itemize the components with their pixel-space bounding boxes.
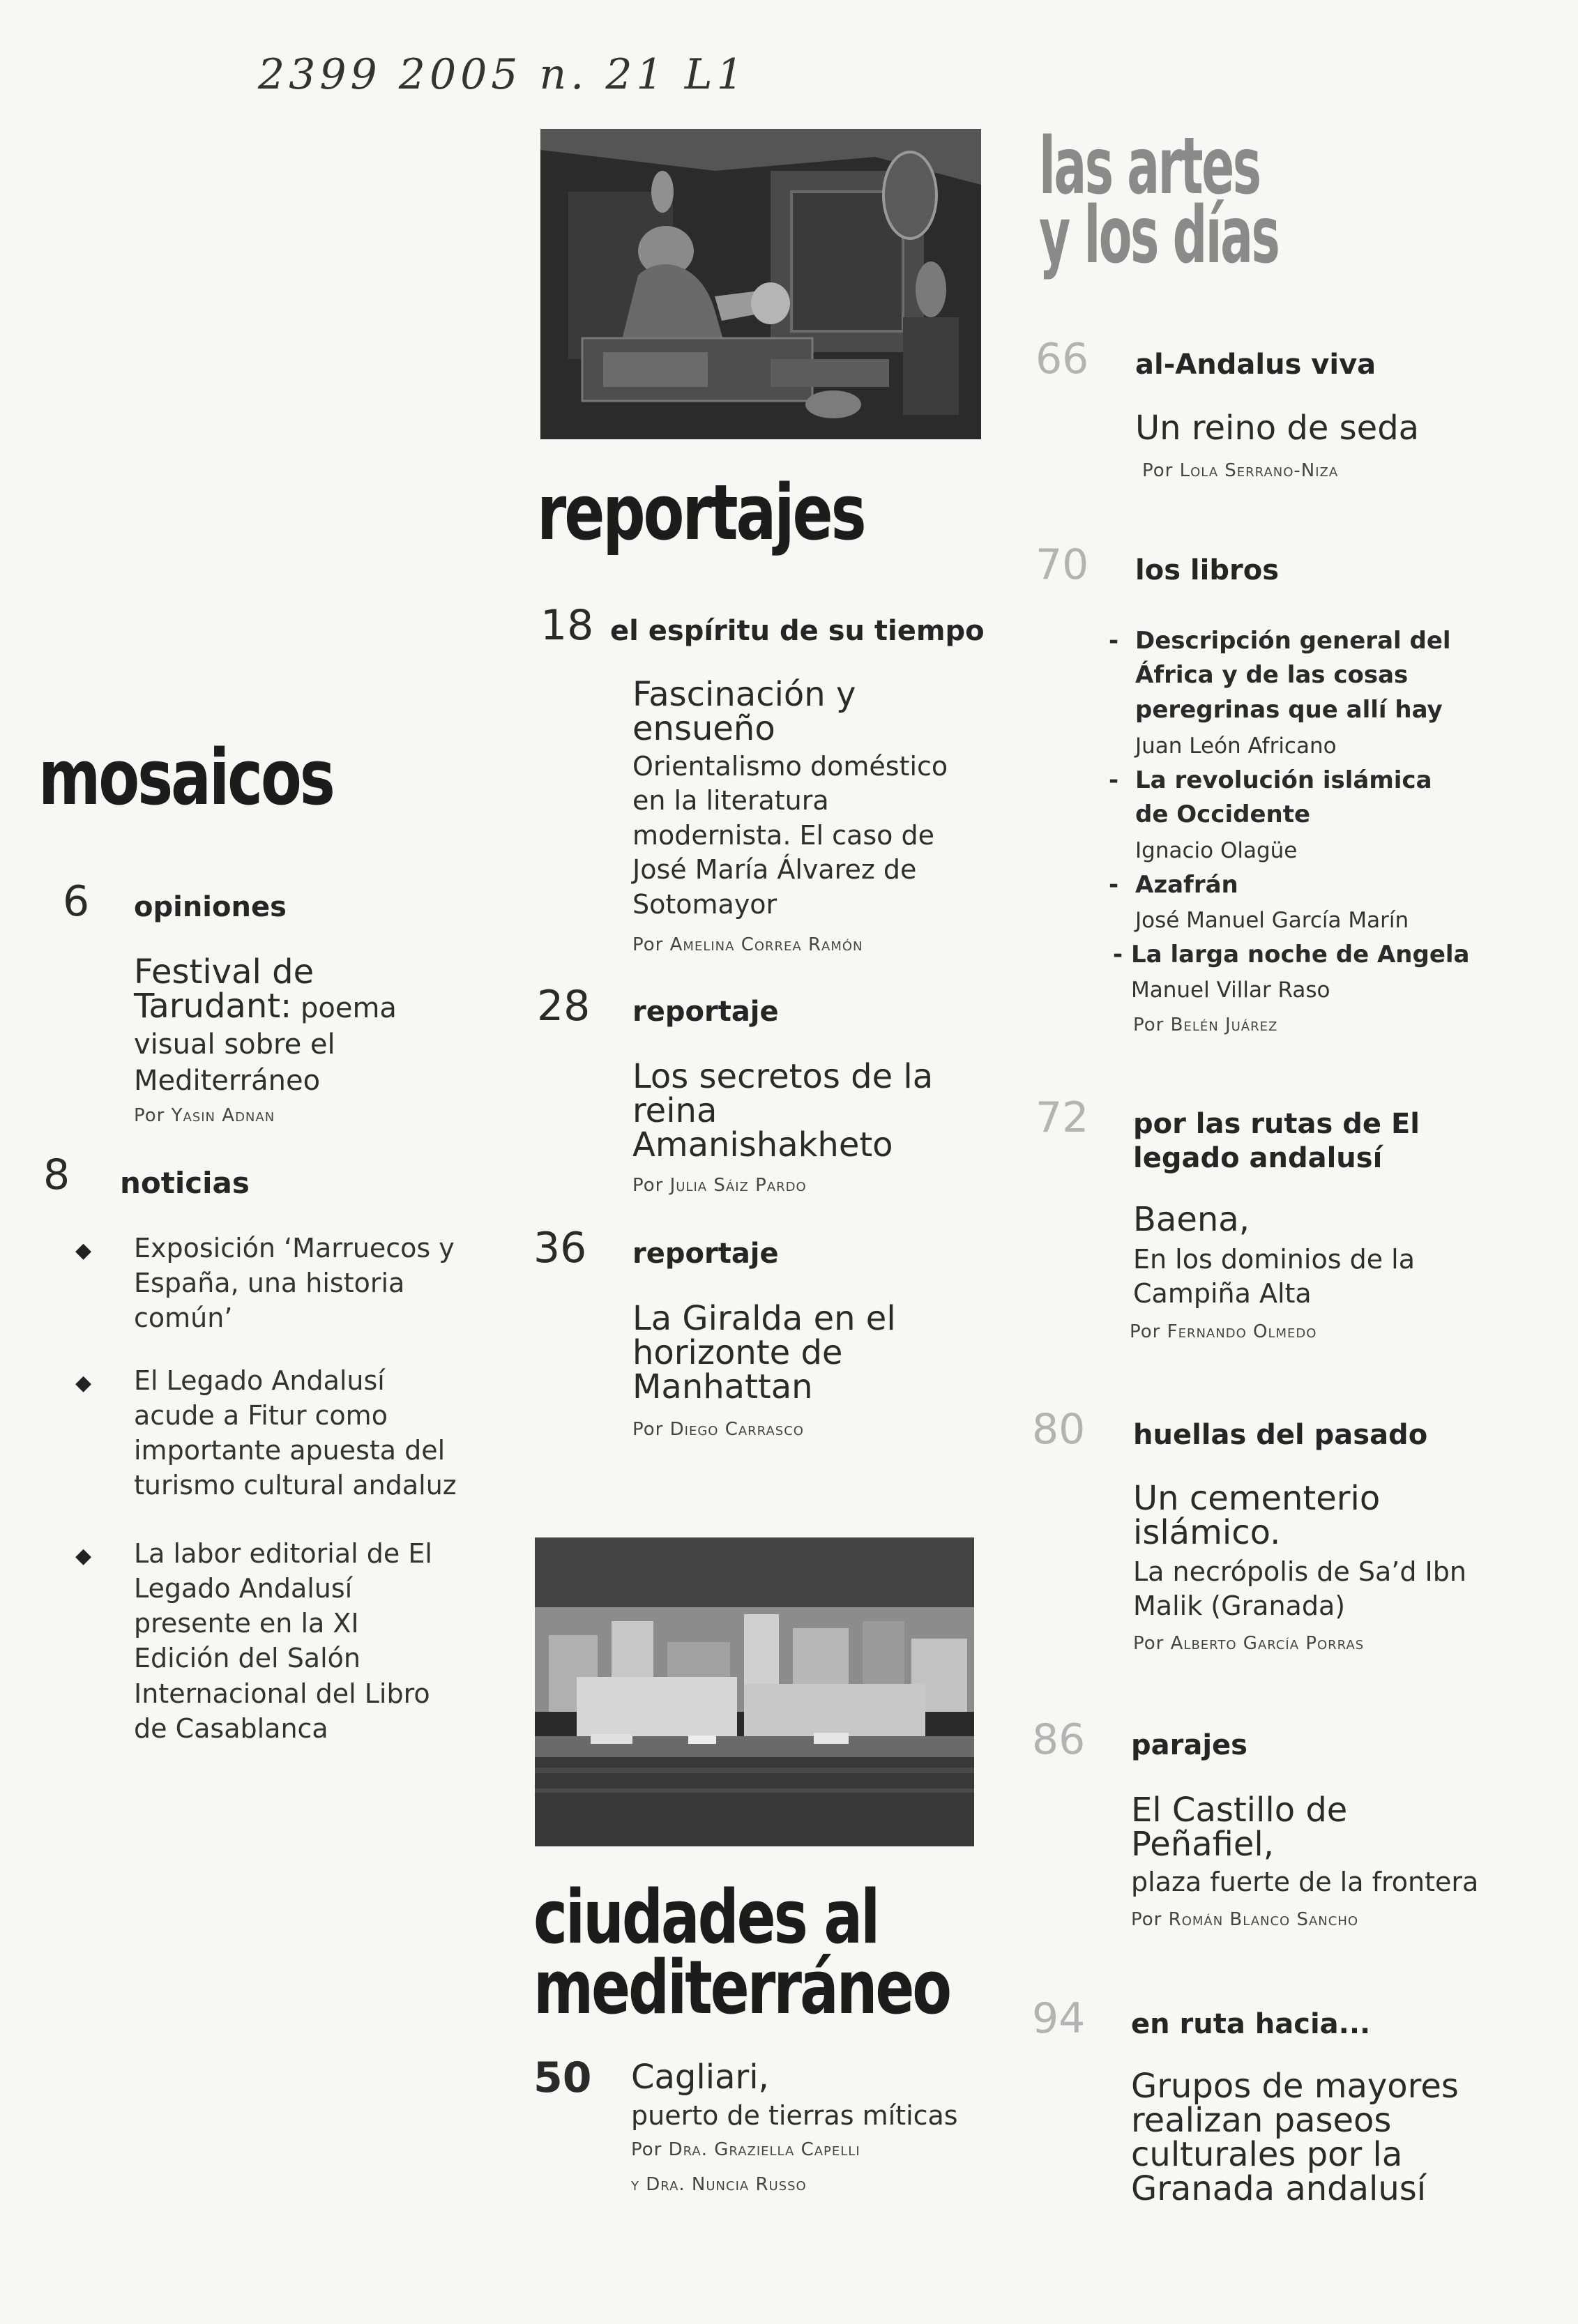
- byline-prefix: Por: [1133, 1633, 1171, 1654]
- byline-prefix: Por: [632, 1419, 670, 1440]
- diamond-bullet-icon: ◆: [75, 1238, 92, 1263]
- category-label: huellas del pasado: [1133, 1419, 1428, 1451]
- article-title: Fascinación y ensueño: [632, 675, 856, 748]
- byline-author: Belén Juárez: [1170, 1015, 1278, 1035]
- byline-author: Amelina Correa Ramón: [669, 934, 863, 955]
- book-title: La larga noche de Angela: [1131, 941, 1470, 969]
- byline-prefix: Por: [631, 2139, 669, 2160]
- book-dash: -: [1109, 627, 1119, 655]
- book-dash: -: [1109, 871, 1119, 899]
- article-byline: [631, 2139, 860, 2160]
- section-title-ciudades: [533, 1874, 950, 2030]
- article-title-main: Festival de Tarudant:: [134, 952, 314, 1026]
- book-title: Descripción general del África y de las cosas peregrinas que allí hay: [1135, 627, 1451, 724]
- article-title: Grupos de mayores realizan paseos culturales por la Granada andalusí: [1131, 2067, 1459, 2208]
- article-byline: [632, 934, 863, 955]
- byline-author: Julia Sáiz Pardo: [669, 1175, 807, 1196]
- category-label: reportaje: [632, 1238, 779, 1270]
- section-title-mosaicos: mosaicos: [38, 733, 333, 822]
- byline-prefix: Por: [632, 934, 670, 955]
- article-title: Los secretos de la reina Amanishakheto: [632, 1057, 934, 1164]
- diamond-bullet-icon: ◆: [75, 1544, 92, 1568]
- category-label: el espíritu de su tiempo: [610, 615, 985, 647]
- byline-prefix: Por: [1131, 1909, 1169, 1930]
- page-number: 50: [533, 2053, 592, 2102]
- book-title: Azafrán: [1135, 871, 1238, 899]
- article-subtitle: Orientalismo doméstico en la literatura modernista. El caso de José María Álvarez de Sotomayor: [632, 751, 948, 920]
- category-label: los libros: [1135, 554, 1279, 586]
- byline-author: Yasin Adnan: [171, 1105, 275, 1126]
- news-item: La labor editorial de El Legado Andalusí presente en la XI Edición del Salón Internacional del Libro de Casablanca: [134, 1538, 432, 1744]
- article-byline: [631, 2174, 807, 2195]
- category-label: opiniones: [134, 891, 287, 923]
- article-subtitle: La necrópolis de Sa’d Ibn Malik (Granada): [1133, 1556, 1466, 1622]
- section-title-line: ciudades al: [533, 1874, 879, 1960]
- book-dash: -: [1113, 941, 1123, 969]
- byline-prefix: Por: [1133, 1015, 1171, 1035]
- byline-prefix: y: [631, 2174, 646, 2195]
- article-subtitle: plaza fuerte de la frontera: [1131, 1867, 1479, 1897]
- section-title-line: y los días: [1039, 190, 1279, 281]
- news-item: Exposición ‘Marruecos y España, una historia común’: [134, 1233, 455, 1334]
- byline-author: Alberto García Porras: [1170, 1633, 1365, 1654]
- article-byline: [1142, 460, 1338, 481]
- article-byline: [632, 1175, 807, 1196]
- book-author: Ignacio Olagüe: [1135, 838, 1298, 863]
- section-title-line: las artes: [1039, 121, 1260, 212]
- byline-author: Dra. Graziella Capelli: [668, 2139, 860, 2160]
- page-number: 36: [533, 1224, 587, 1273]
- article-subtitle: puerto de tierras míticas: [631, 2100, 958, 2131]
- byline-prefix: Por: [1142, 460, 1180, 481]
- article-subtitle: En los dominios de la Campiña Alta: [1133, 1244, 1415, 1309]
- diamond-bullet-icon: ◆: [75, 1371, 92, 1395]
- news-item: El Legado Andalusí acude a Fitur como importante apuesta del turismo cultural andaluz: [134, 1365, 457, 1501]
- category-label: en ruta hacia...: [1131, 2008, 1371, 2040]
- page-number: 94: [1032, 1994, 1086, 2043]
- orientalist-painting-photo: [540, 129, 981, 439]
- page-number: 66: [1035, 335, 1089, 383]
- page-number: 86: [1032, 1715, 1086, 1764]
- article-byline: [632, 1419, 804, 1440]
- category-label: al-Andalus viva: [1135, 349, 1376, 381]
- article-title: Un cementerio islámico.: [1133, 1479, 1381, 1552]
- book-author: Juan León Africano: [1135, 734, 1337, 759]
- byline-prefix: Por: [1130, 1321, 1167, 1342]
- byline-prefix: Por: [134, 1105, 172, 1126]
- article-title-rest: poema visual sobre el Mediterráneo: [134, 992, 397, 1097]
- section-title-line: mediterráneo: [533, 1944, 950, 2030]
- page-number: 70: [1035, 540, 1089, 589]
- article-title: Cagliari,: [631, 2058, 769, 2097]
- category-label: noticias: [120, 1166, 250, 1200]
- article-byline: [1133, 1633, 1364, 1654]
- article-title: [134, 952, 441, 1099]
- byline-author: Fernando Olmedo: [1167, 1321, 1317, 1342]
- article-title: El Castillo de Peñafiel,: [1131, 1791, 1348, 1864]
- article-title: Un reino de seda: [1135, 409, 1420, 448]
- cagliari-harbor-photo: [535, 1537, 974, 1846]
- article-byline: [1130, 1321, 1317, 1342]
- article-byline: [1133, 1015, 1277, 1035]
- byline-author: Diego Carrasco: [669, 1419, 804, 1440]
- page-number: 72: [1035, 1093, 1089, 1142]
- category-label: reportaje: [632, 996, 779, 1028]
- book-author: Manuel Villar Raso: [1131, 978, 1330, 1003]
- byline-author: Lola Serrano-Niza: [1179, 460, 1339, 481]
- byline-author: Dra. Nuncia Russo: [646, 2174, 807, 2195]
- page-number: 6: [63, 877, 90, 926]
- category-label: parajes: [1131, 1729, 1247, 1761]
- page-number: 8: [43, 1150, 70, 1199]
- page-number: 28: [537, 982, 591, 1031]
- section-title-artes: [1039, 121, 1279, 281]
- page-number: 80: [1032, 1405, 1086, 1454]
- section-title-reportajes: reportajes: [537, 468, 865, 557]
- article-title: La Giralda en el horizonte de Manhattan: [632, 1299, 896, 1406]
- article-title: Baena,: [1133, 1200, 1250, 1239]
- article-byline: [134, 1105, 275, 1126]
- book-author: José Manuel García Marín: [1135, 908, 1409, 933]
- book-title: La revolución islámica de Occidente: [1135, 766, 1432, 829]
- byline-prefix: Por: [632, 1175, 670, 1196]
- handwritten-archive-note: 2399 2005 n. 21 L1: [258, 50, 748, 99]
- book-dash: -: [1109, 766, 1119, 794]
- page-number: 18: [540, 601, 594, 650]
- category-label: por las rutas de El legado andalusí: [1133, 1108, 1420, 1174]
- article-byline: [1131, 1909, 1358, 1930]
- byline-author: Román Blanco Sancho: [1168, 1909, 1359, 1930]
